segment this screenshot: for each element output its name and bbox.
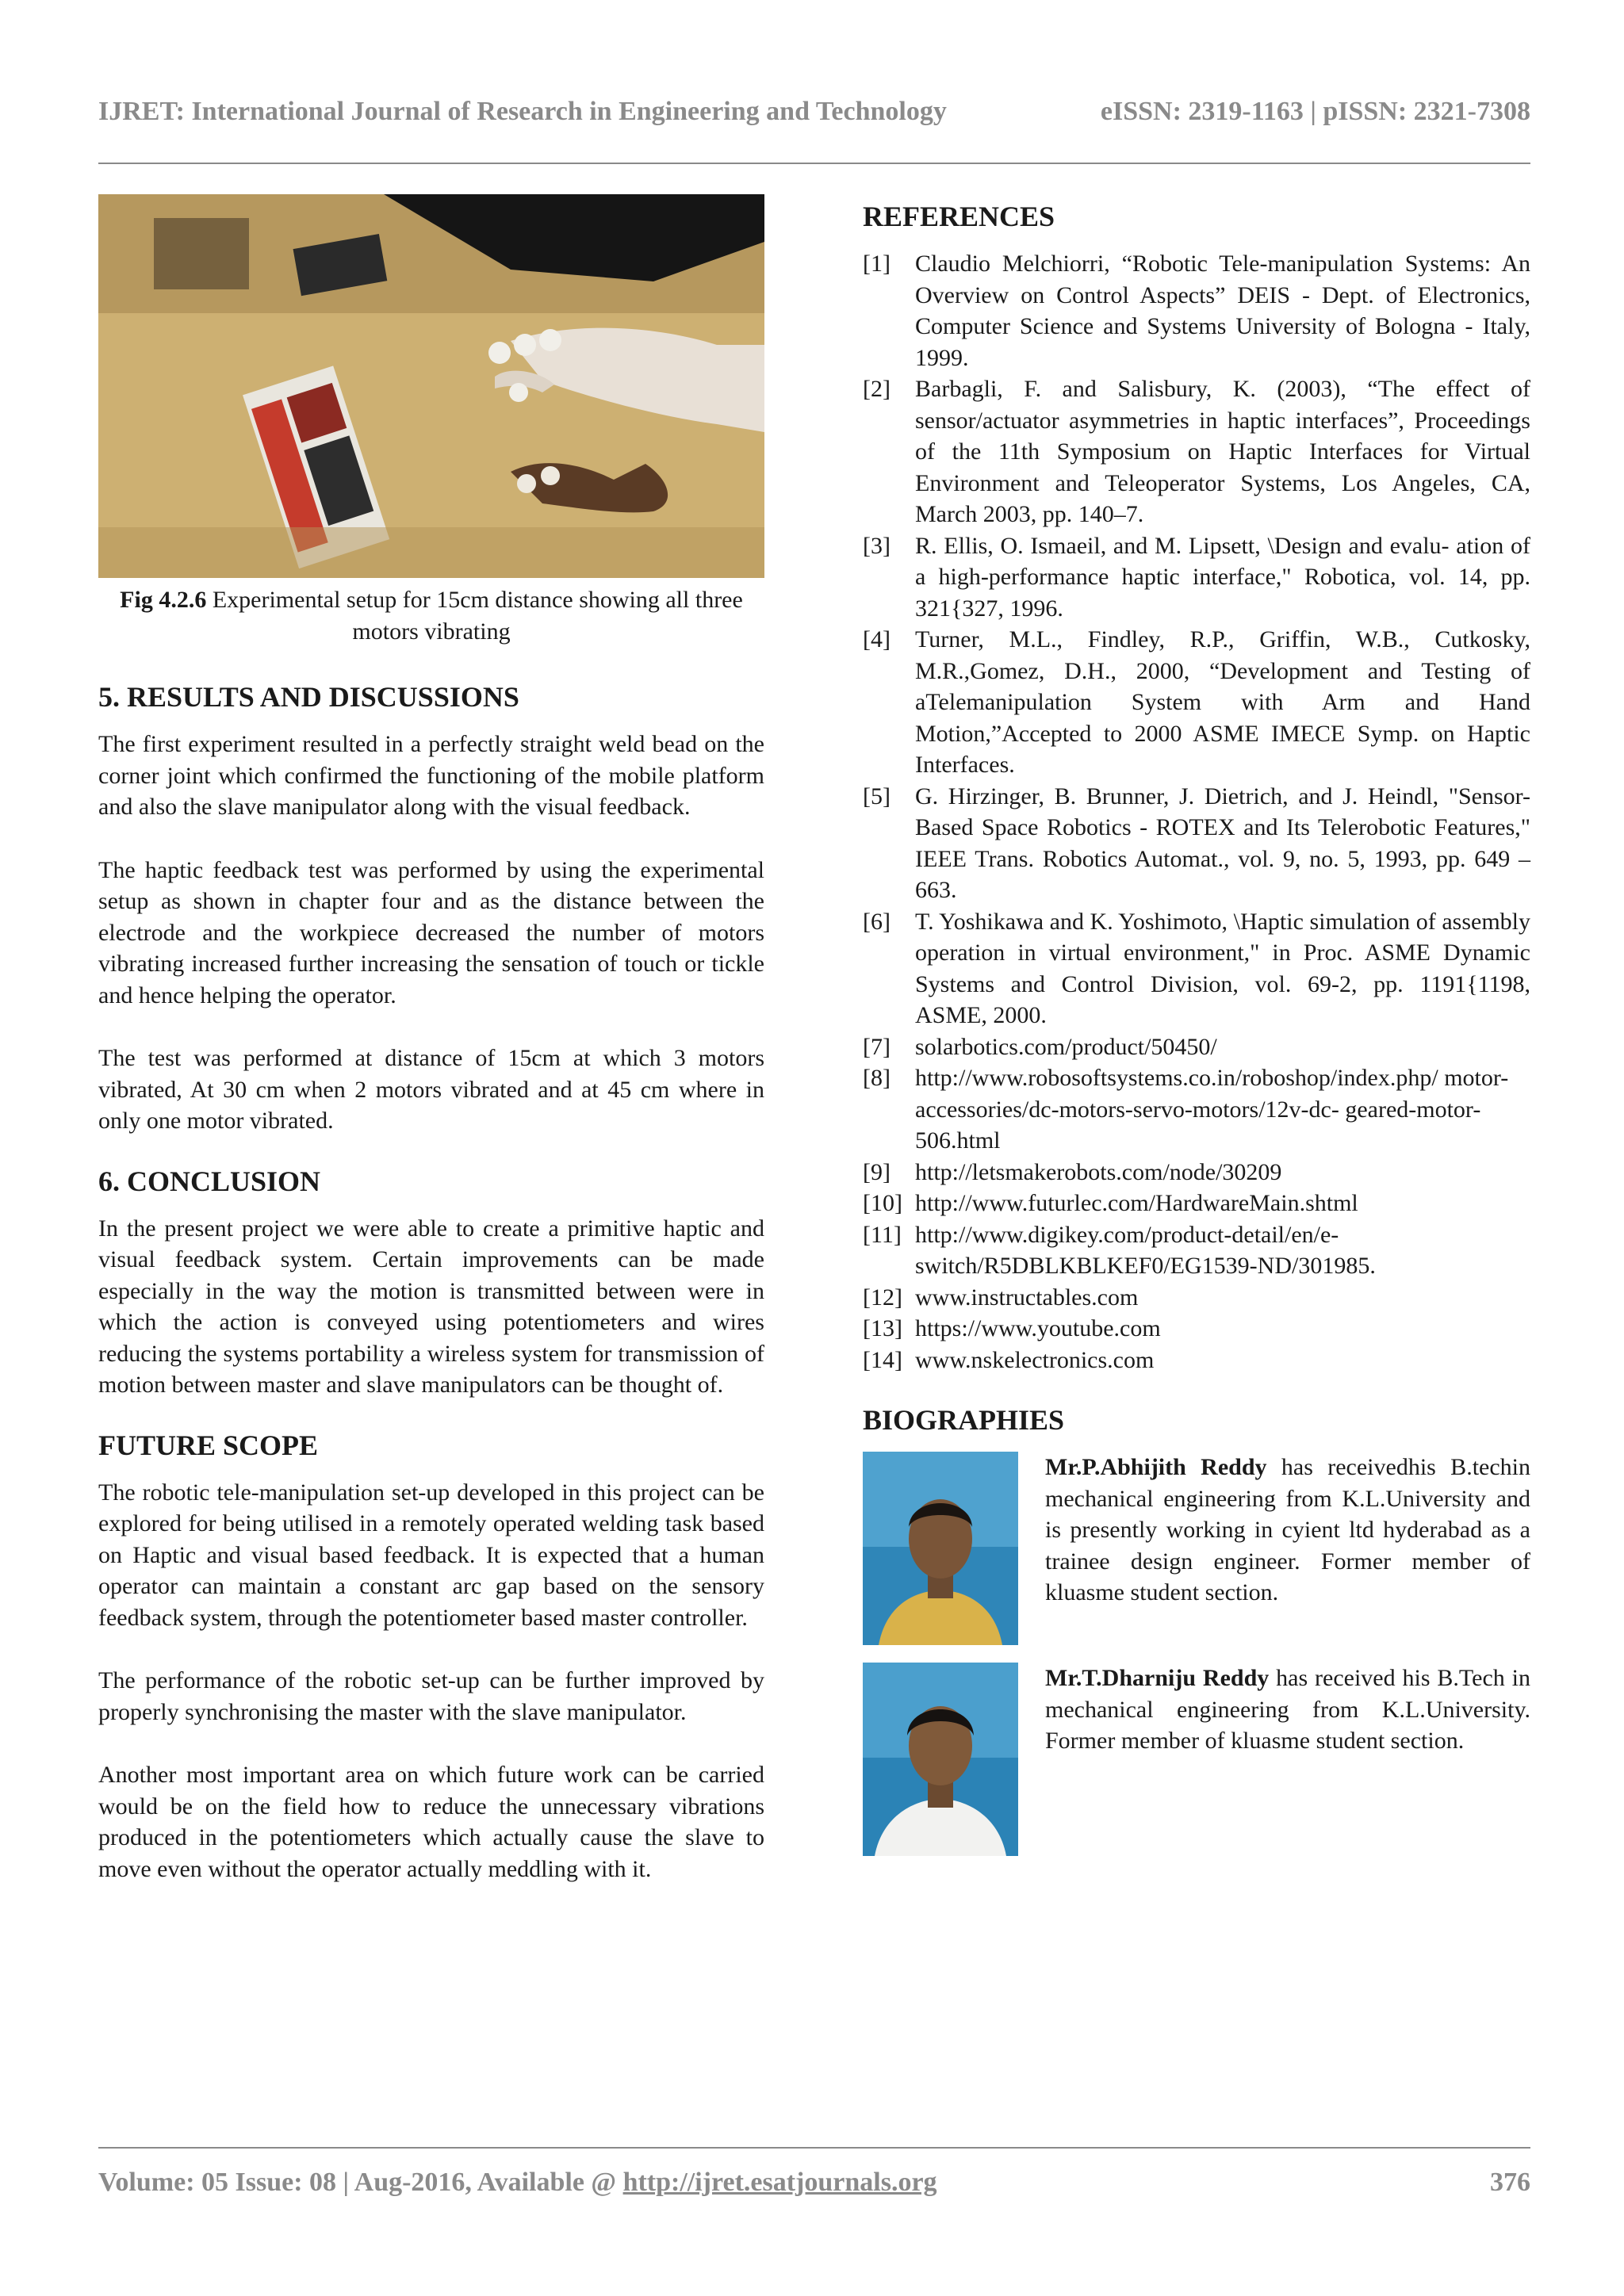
journal-link[interactable]: http://ijret.esatjournals.org xyxy=(622,2168,937,2197)
author-photo-1 xyxy=(863,1452,1018,1645)
biography-2 xyxy=(863,1663,1530,1872)
issn: eISSN: 2319-1163 | pISSN: 2321-7308 xyxy=(1100,97,1530,126)
biographies-heading: BIOGRAPHIES xyxy=(863,1404,1065,1436)
reference-number: [7] xyxy=(863,1033,891,1060)
results-paragraph-2: The haptic feedback test was performed by using the experimental setup as shown in chapter four and as the distance between the electrode and the workpiece decreased the number of motors vibrating increased further increasing the sensation of touch or tickle and hence helping the operator. xyxy=(98,856,764,1008)
reference-item xyxy=(863,781,1530,906)
author-2-description: has received his B.Tech in mechanical engineering from K.L.University. Former member of kluasme student section. xyxy=(1045,1665,1530,1754)
page-number: 376 xyxy=(1490,2168,1530,2197)
reference-text: Turner, M.L., Findley, R.P., Griffin, W.B., Cutkosky, M.R.,Gomez, D.H., 2000, “Development and Testing of aTelemanipulation System with Arm and Hand Motion,”Accepted to 2000 ASME IMECE Symp. on Haptic Interfaces. xyxy=(915,626,1530,778)
experiment-photo-drawing xyxy=(98,194,764,578)
biography-1 xyxy=(863,1452,1530,1661)
reference-number: [9] xyxy=(863,1158,891,1185)
results-heading: 5. RESULTS AND DISCUSSIONS xyxy=(98,681,519,713)
reference-text: www.instructables.com xyxy=(915,1284,1139,1311)
future-paragraph-3: Another most important area on which future work can be carried would be on the field how to reduce the unnecessary vibrations produced in the potentiometers which actually cause the slave to move even without the operator actually meddling with it. xyxy=(98,1762,764,1882)
reference-text: http://www.futurlec.com/HardwareMain.shtml xyxy=(915,1190,1358,1216)
reference-number: [10] xyxy=(863,1190,902,1216)
reference-item xyxy=(863,1062,1530,1157)
reference-item xyxy=(863,1157,1530,1188)
reference-item xyxy=(863,906,1530,1031)
reference-text: http://www.digikey.com/product-detail/en/e- switch/R5DBLKBLKEF0/EG1539-ND/301985. xyxy=(915,1221,1376,1279)
reference-number: [11] xyxy=(863,1221,902,1248)
future-scope-heading: FUTURE SCOPE xyxy=(98,1429,319,1461)
reference-number: [5] xyxy=(863,783,891,809)
results-paragraph-1: The first experiment resulted in a perfectly straight weld bead on the corner joint which confirmed the functioning of the mobile platform and also the slave manipulator along with the visual feedback. xyxy=(98,731,764,820)
reference-item xyxy=(863,1219,1530,1282)
reference-item xyxy=(863,1313,1530,1345)
reference-item xyxy=(863,373,1530,530)
left-column xyxy=(98,194,764,1916)
reference-number: [1] xyxy=(863,251,891,277)
reference-item xyxy=(863,530,1530,625)
reference-text: https://www.youtube.com xyxy=(915,1315,1161,1341)
future-paragraph-2: The performance of the robotic set-up can be further improved by properly synchronising the master with the slave manipulator. xyxy=(98,1667,764,1725)
reference-number: [12] xyxy=(863,1284,902,1311)
references-heading: REFERENCES xyxy=(863,201,1055,232)
author-1-description: has receivedhis B.techin mechanical engineering from K.L.University and is presently working in cyient ltd hyderabad as a trainee design engineer. Former member of kluasme student section. xyxy=(1045,1454,1530,1605)
figure-caption xyxy=(98,584,764,648)
biography-1-text xyxy=(1045,1452,1530,1609)
reference-text: solarbotics.com/product/50450/ xyxy=(915,1033,1217,1060)
reference-text: http://www.robosoftsystems.co.in/roboshop/index.php/ motor-accessories/dc-motors-servo-motors/12v-dc- geared-motor-506.html xyxy=(915,1065,1509,1154)
author-2-name: Mr.T.Dharniju Reddy xyxy=(1045,1665,1270,1691)
reference-item xyxy=(863,1031,1530,1063)
reference-item xyxy=(863,248,1530,373)
results-paragraph-3: The test was performed at distance of 15cm at which 3 motors vibrated, At 30 cm when 2 motors vibrated and at 45 cm where in only one motor vibrated. xyxy=(98,1045,764,1134)
footer-rule xyxy=(98,2147,1530,2149)
conclusion-paragraph: In the present project we were able to create a primitive haptic and visual feedback system. Certain improvements can be made especially in the way the motion is transmitted between were in which the action is conveyed using potentiometers and wires reducing the systems portability a wireless system for transmission of motion between master and slave manipulators can be thought of. xyxy=(98,1215,764,1398)
reference-number: [13] xyxy=(863,1315,902,1341)
reference-number: [3] xyxy=(863,532,891,559)
reference-text: www.nskelectronics.com xyxy=(915,1346,1155,1373)
reference-text: Claudio Melchiorri, “Robotic Tele-manipulation Systems: An Overview on Control Aspects” DEIS - Dept. of Electronics, Computer Science and Systems University of Bologna - Italy, 1999. xyxy=(915,251,1530,371)
issue-info: Volume: 05 Issue: 08 | Aug-2016, Available @ xyxy=(98,2168,623,2197)
reference-item xyxy=(863,1188,1530,1219)
future-paragraph-1: The robotic tele-manipulation set-up developed in this project can be explored for being utilised in a remotely operated welding task based on Haptic and visual based feedback. It is expected that a human operator can maintain a constant arc gap based on the sensory feedback system, through the potentiometer based master controller. xyxy=(98,1479,764,1631)
references-list xyxy=(863,248,1530,1376)
reference-text: Barbagli, F. and Salisbury, K. (2003), “The effect of sensor/actuator asymmetries in haptic interfaces”, Proceedings of the 11th Symposium on Haptic Interfaces for Virtual Environment and Teleoperator Systems, Los Angeles, CA, March 2003, pp. 140–7. xyxy=(915,376,1530,527)
header-rule xyxy=(98,163,1530,164)
reference-text: R. Ellis, O. Ismaeil, and M. Lipsett, \Design and evalu- ation of a high-performance haptic interface," Robotica, vol. 14, pp. 321{327, 1996. xyxy=(915,532,1530,622)
experiment-photo xyxy=(98,194,764,578)
journal-title: IJRET: International Journal of Research in Engineering and Technology xyxy=(98,97,947,126)
reference-number: [14] xyxy=(863,1346,902,1373)
reference-item xyxy=(863,1345,1530,1376)
reference-text: http://letsmakerobots.com/node/30209 xyxy=(915,1158,1282,1185)
page-footer xyxy=(98,2168,1530,2198)
reference-number: [8] xyxy=(863,1065,891,1091)
reference-item xyxy=(863,1282,1530,1314)
reference-text: G. Hirzinger, B. Brunner, J. Dietrich, and J. Heindl, "Sensor- Based Space Robotics - ROTEX and Its Telerobotic Features," IEEE Trans. Robotics Automat., vol. 9, no. 5, 1993, pp. 649 – 663. xyxy=(915,783,1530,903)
figure-label: Fig 4.2.6 xyxy=(120,587,207,613)
reference-number: [6] xyxy=(863,908,891,935)
figure-caption-text: Experimental setup for 15cm distance showing all three motors vibrating xyxy=(206,587,743,645)
conclusion-heading: 6. CONCLUSION xyxy=(98,1165,321,1197)
author-1-name: Mr.P.Abhijith Reddy xyxy=(1045,1454,1267,1480)
biography-2-text xyxy=(1045,1663,1530,1757)
reference-text: T. Yoshikawa and K. Yoshimoto, \Haptic simulation of assembly operation in virtual environment," in Proc. ASME Dynamic Systems and Control Division, vol. 69-2, pp. 1191{1198, ASME, 2000. xyxy=(915,908,1530,1028)
reference-number: [4] xyxy=(863,626,891,652)
reference-item xyxy=(863,624,1530,781)
author-photo-2 xyxy=(863,1663,1018,1856)
reference-number: [2] xyxy=(863,376,891,402)
right-column xyxy=(863,194,1530,1873)
